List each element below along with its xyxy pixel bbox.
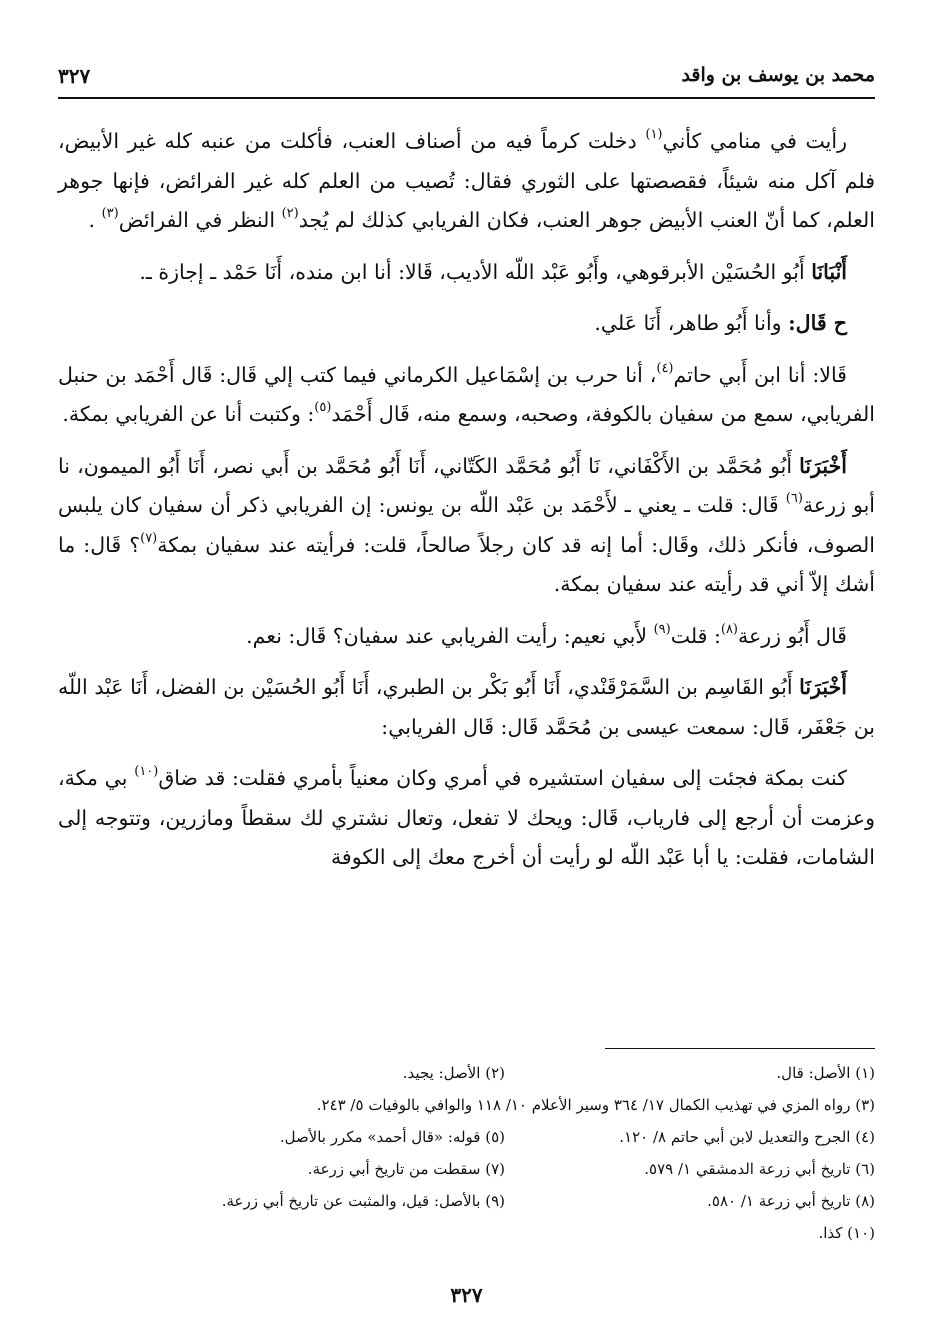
transmission-keyword: ح قَال: [788, 311, 847, 335]
footnote-rule [605, 1048, 875, 1049]
footnote-marker: (٧) [140, 530, 158, 546]
footnote: (٩) بالأصل: قيل، والمثبت عن تاريخ أبي زرعة. [221, 1192, 505, 1210]
footnote-row [58, 1156, 875, 1188]
footnote-marker: (١) [645, 127, 663, 143]
text-run: قَالا: أنا ابن أَبي حاتم [673, 362, 847, 387]
text-run: النظر في الفرائض [118, 208, 282, 232]
footnote-row [58, 1124, 875, 1156]
footnote: (٢) الأصل: يجيد. [402, 1064, 505, 1082]
footnote-row [58, 1220, 875, 1252]
text-paragraph [58, 759, 875, 878]
footnote-marker: (٤) [656, 360, 674, 376]
text-run: . [88, 208, 102, 232]
footnote-row [58, 1188, 875, 1220]
footnote: (٨) تاريخ أبي زرعة ١/ ٥٨٠. [707, 1192, 875, 1210]
page-number-bottom: ٣٢٧ [450, 1283, 483, 1307]
footnote-marker: (٦) [785, 491, 803, 507]
running-title: محمد بن يوسف بن واقد [681, 64, 875, 86]
footnote: (٧) سقطت من تاريخ أبي زرعة. [307, 1160, 505, 1178]
page-number-top: ٣٢٧ [58, 64, 91, 88]
transmission-keyword: أَخْبَرَنَا [799, 453, 847, 478]
footnote: (١٠) كذا. [818, 1224, 875, 1242]
text-run: : قلت [670, 623, 721, 648]
footnote-marker: (٩) [653, 621, 671, 637]
isnad-paragraph [58, 668, 875, 747]
footnote: (٥) قوله: «قال أحمد» مكرر بالأصل. [279, 1128, 505, 1146]
footnote-marker: (٢) [281, 206, 299, 222]
footnote-marker: (٣) [101, 206, 119, 222]
footnote-row [58, 1060, 875, 1092]
text-run: ؟ قَال: ما أشك إلاّ أني قد رأيته عند سفيان بمكة. [58, 532, 875, 596]
text-paragraph [58, 356, 875, 435]
footnote-marker: (٥) [314, 400, 332, 416]
text-run: رأيت في منامي كأني [662, 129, 847, 153]
text-paragraph [58, 122, 875, 241]
text-run: بي مكة، وعزمت أن أرجع إلى فارياب، قَال: ويحك لا تفعل، وتعال نشتري لك سقطاً ومازرين، وتتوجه إلى الشامات، فقلت: يا أبا عَبْد اللّه لو رأيت أن أخرج معك إلى الكوفة [58, 766, 875, 869]
footnotes [58, 1060, 875, 1252]
header-rule [58, 97, 875, 99]
running-header [58, 58, 875, 94]
footnote: (١) الأصل: قال. [776, 1064, 875, 1082]
text-run: ، أنا حرب بن إسْمَاعيل الكرماني فيما كتب إلي قَال: قَال أَحْمَد بن حنبل الفريابي، سمع من سفيان بالكوفة، وصحبه، وسمع منه، قَال أَحْمَد [58, 362, 875, 426]
text-run: دخلت كرماً فيه من أصناف العنب، فأكلت من عنبه كله غير الأبيض، فلم آكل منه شيئاً، فقصصتها على الثوري فقال: تُصيب من العلم كله غير الفرائض، فإنها جوهر العلم، كما أنّ العنب الأبيض جوهر العنب، فكان الفريابي كذلك لم يُجد [58, 129, 875, 232]
text-run: أَبُو الحُسَيْن الأبرقوهي، وأَبُو عَبْد اللّه الأديب، قَالا: أنا ابن منده، أَنَا حَمْد ـ إجازة ـ. [139, 259, 812, 284]
transmission-keyword: أَنْبَانَا [811, 259, 847, 284]
text-run: : وكتبت أنا عن الفريابي بمكة. [62, 402, 315, 426]
text-run: قَال أَبُو زرعة [738, 623, 847, 648]
text-run: كنت بمكة فجئت إلى سفيان استشيره في أمري وكان معنياً بأمري فقلت: قد ضاق [158, 766, 848, 790]
isnad-paragraph [58, 447, 875, 605]
text-run: وأنا أَبُو طاهر، أَنَا عَلي. [594, 311, 789, 335]
footnote: (٦) تاريخ أبي زرعة الدمشقي ١/ ٥٧٩. [644, 1160, 875, 1178]
isnad-paragraph [58, 253, 875, 293]
transmission-keyword: أَخْبَرَنَا [799, 675, 847, 699]
isnad-paragraph [58, 304, 875, 344]
footnote-marker: (٨) [720, 621, 738, 637]
text-paragraph [58, 617, 875, 657]
text-run: قَال: قلت ـ يعني ـ لأَحْمَد بن عَبْد اللّه بن يونس: إن الفريابي ذكر أن سفيان كان يلبس الصوف، فأنكر ذلك، وقَال: أما إنه قد كان رجلاً صالحاً، قلت: فرأيته عند سفيان بمكة [58, 493, 875, 557]
text-run: أَبُو القَاسِم بن السَّمَرْقَنْدي، أَنَا أَبُو بَكْر بن الطبري، أَنَا أَبُو الحُسَيْن بن الفضل، أَنَا عَبْد اللّه بن جَعْفَر، قَال: سمعت عيسى بن مُحَمَّد قَال: قَال الفريابي: [58, 675, 875, 739]
main-text [58, 122, 875, 890]
text-run: أَبُو مُحَمَّد بن الأَكْفَاني، نَا أَبُو مُحَمَّد الكَتّاني، أَنَا أَبُو مُحَمَّد بن أَبي نصر، أَنَا أَبُو الميمون، نا أبو زرعة [58, 453, 876, 517]
footnote-row [58, 1092, 875, 1124]
footnote-marker: (١٠) [134, 764, 159, 780]
footnote: (٣) رواه المزي في تهذيب الكمال ١٧/ ٣٦٤ وسير الأعلام ١٠/ ١١٨ والوافي بالوفيات ٥/ ٢٤٣. [316, 1096, 875, 1114]
footnote: (٤) الجرح والتعديل لابن أبي حاتم ٨/ ١٢٠. [619, 1128, 875, 1146]
text-run: لأَبي نعيم: رأيت الفريابي عند سفيان؟ قَال: نعم. [246, 623, 654, 648]
